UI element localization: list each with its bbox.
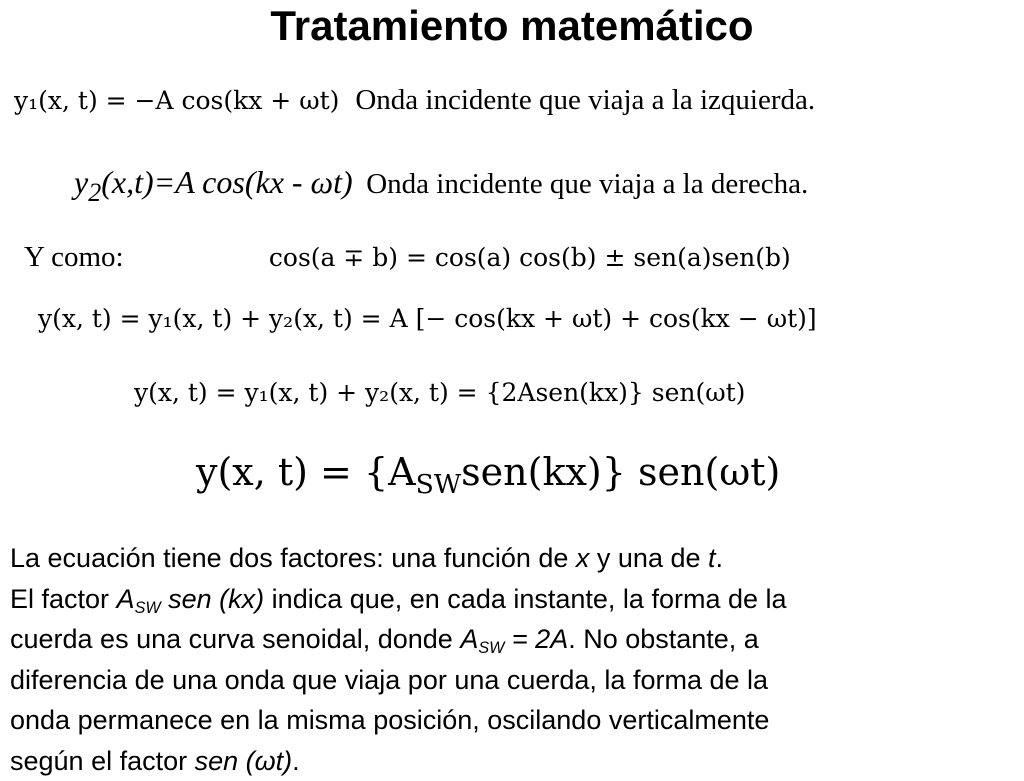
text: La ecuación tiene dos factores: una función de	[10, 543, 576, 573]
amplitude-symbol: A	[117, 584, 135, 614]
variable-x: x	[576, 543, 590, 573]
text: y una de	[589, 543, 708, 573]
paragraph-line-1	[10, 538, 1014, 579]
explanation-paragraph	[10, 538, 1014, 781]
text: . No obstante, a	[568, 624, 759, 654]
equation-2-y: y	[74, 164, 88, 200]
standing-wave-rhs: sen(kx)} sen(ωt)	[461, 450, 780, 494]
paragraph-line-5: onda permanece en la misma posición, oscilando verticalmente	[10, 700, 1014, 741]
equation-wave-2	[74, 164, 808, 201]
paragraph-line-3	[10, 619, 1014, 660]
text: El factor	[10, 584, 117, 614]
equation-2-subscript: 2	[88, 178, 101, 207]
equation-2-rest: (x,t)=A cos(kx - ωt)	[101, 164, 352, 200]
amplitude-term	[117, 584, 265, 614]
identity-row	[24, 240, 791, 274]
equation-1-description: Onda incidente que viaja a la izquierda.	[355, 84, 815, 116]
amplitude-term	[460, 624, 568, 654]
equation-2-description: Onda incidente que viaja a la derecha.	[366, 168, 808, 200]
equation-1-math: y₁(x, t) = −A cos(kx + ωt)	[14, 86, 339, 115]
identity-label: Y como:	[24, 241, 260, 274]
paragraph-line-4: diferencia de una onda que viaja por una cuerda, la forma de la	[10, 660, 1014, 701]
text: .	[716, 543, 724, 573]
sine-time-term: sen (ωt)	[195, 746, 293, 776]
paragraph-line-2	[10, 579, 1014, 620]
amplitude-subscript: SW	[478, 639, 504, 657]
text: según el factor	[10, 746, 195, 776]
equation-2-math	[74, 164, 353, 200]
trig-identity: cos(a ∓ b) = cos(a) cos(b) ± sen(a)sen(b)	[269, 243, 791, 272]
standing-wave-subscript: SW	[416, 469, 462, 500]
slide-title: Tratamiento matemático	[0, 2, 1024, 50]
equation-wave-1	[14, 84, 815, 117]
paragraph-line-6	[10, 741, 1014, 781]
standing-wave-expansion: y(x, t) = y₁(x, t) + y₂(x, t) = {2Asen(kx)} sen(ωt)	[134, 378, 745, 407]
text: indica que, en cada instante, la forma de la	[264, 584, 786, 614]
amplitude-subscript: SW	[135, 598, 161, 616]
superposition-equation: y(x, t) = y₁(x, t) + y₂(x, t) = A [− cos(kx + ωt) + cos(kx − ωt)]	[38, 304, 817, 333]
standing-wave-equation	[196, 450, 780, 494]
sine-term: sen (kx)	[161, 584, 265, 614]
amplitude-value: = 2A	[504, 624, 568, 654]
amplitude-symbol: A	[460, 624, 478, 654]
text: .	[292, 746, 300, 776]
variable-t: t	[708, 543, 716, 573]
standing-wave-lhs: y(x, t) = {A	[196, 450, 416, 494]
text: cuerda es una curva senoidal, donde	[10, 624, 460, 654]
